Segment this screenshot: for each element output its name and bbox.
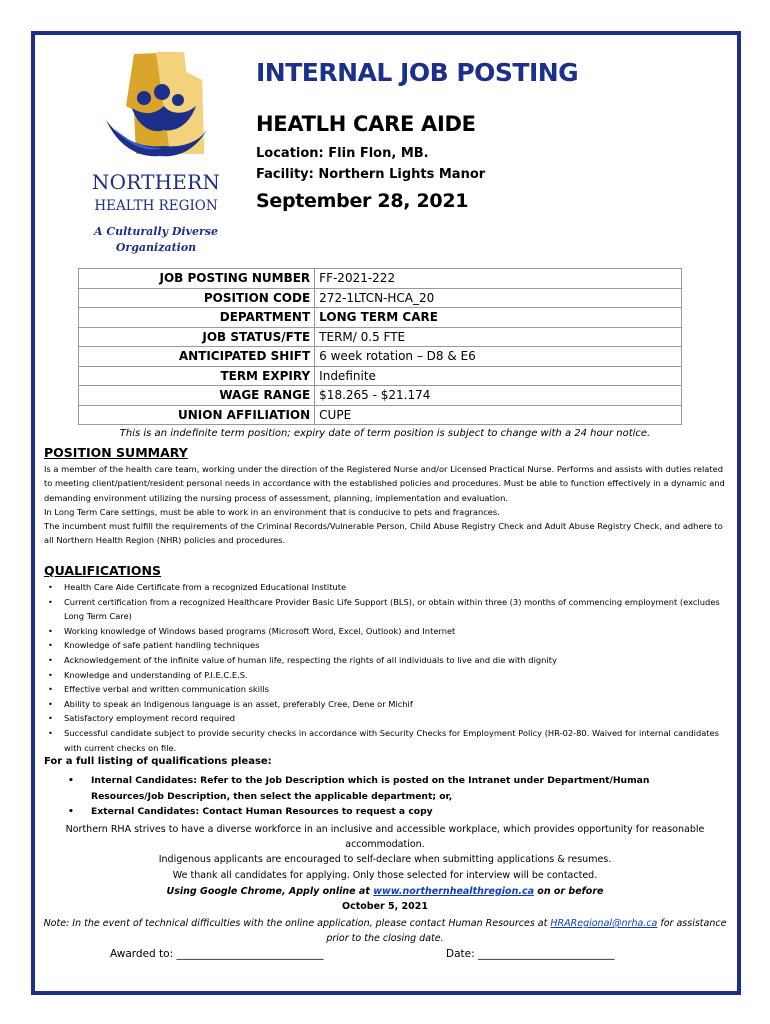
- info-row: [79, 327, 682, 347]
- hr-email-link[interactable]: HRARegional@nrha.ca: [550, 918, 658, 929]
- technical-note: [40, 916, 730, 946]
- qualification-text: Current certification from a recognized Healthcare Provider Basic Life Support (BLS), or obtain within three (3) months of commencing employment (excludes Long Term Care): [64, 596, 720, 622]
- qualification-item: [44, 580, 726, 595]
- thanks-statement: We thank all candidates for applying. Only those selected for interview will be contacted.: [172, 870, 598, 881]
- qualification-text: Satisfactory employment record required: [64, 713, 236, 724]
- northern-health-region-logo: [84, 50, 228, 256]
- info-label: JOB STATUS/FTE: [79, 327, 315, 347]
- facility: Facility: Northern Lights Manor: [256, 167, 486, 182]
- bullet-icon: •: [68, 806, 74, 817]
- info-label: UNION AFFILIATION: [79, 405, 315, 425]
- full-listing-list: [44, 773, 684, 820]
- info-label: TERM EXPIRY: [79, 366, 315, 386]
- bullet-icon: •: [48, 625, 53, 636]
- summary-paragraph: In Long Term Care settings, must be able to work in an environment that is conducive to pets and fragrances.: [44, 506, 500, 517]
- info-row: [79, 405, 682, 425]
- qualification-text: Acknowledgement of the infinite value of human life, respecting the rights of all individuals to live and die with dignity: [64, 654, 557, 665]
- apply-instructions: [40, 884, 730, 914]
- full-listing-item: [44, 773, 684, 804]
- qualification-item: [44, 638, 726, 653]
- info-value: LONG TERM CARE: [315, 308, 682, 328]
- apply-suffix: on or before: [534, 886, 604, 897]
- qualification-item: [44, 624, 726, 639]
- position-summary: [44, 462, 726, 548]
- date-line: Date: __________________________: [446, 948, 615, 960]
- qualification-text: Effective verbal and written communication skills: [64, 684, 269, 695]
- qualification-text: Knowledge of safe patient handling techniques: [64, 640, 260, 651]
- qualification-item: [44, 668, 726, 683]
- full-listing-text: Internal Candidates: Refer to the Job Description which is posted on the Intranet under Department/Human Resources/Job Description, then select the applicable department; or,: [91, 775, 650, 802]
- tagline-line1: A Culturally Diverse: [94, 225, 218, 238]
- qualification-text: Health Care Aide Certificate from a recognized Educational Institute: [64, 582, 347, 592]
- bullet-icon: •: [48, 698, 53, 709]
- posting-date: September 28, 2021: [256, 190, 469, 212]
- info-row: [79, 386, 682, 406]
- bullet-icon: •: [48, 582, 53, 592]
- qualification-item: [44, 697, 726, 712]
- info-label: POSITION CODE: [79, 288, 315, 308]
- qualification-item: [44, 682, 726, 697]
- qualification-item: [44, 726, 726, 755]
- qualifications-heading: QUALIFICATIONS: [44, 563, 162, 578]
- qualification-item: [44, 595, 726, 624]
- indigenous-statement: Indigenous applicants are encouraged to self-declare when submitting applications & resumes.: [158, 854, 612, 865]
- bullet-icon: •: [48, 713, 53, 724]
- qualifications-list: [44, 580, 726, 755]
- info-label: WAGE RANGE: [79, 386, 315, 406]
- info-label: JOB POSTING NUMBER: [79, 269, 315, 289]
- apply-link[interactable]: www.northernhealthregion.ca: [373, 886, 534, 897]
- qualification-item: [44, 711, 726, 726]
- page-title: INTERNAL JOB POSTING: [256, 58, 579, 87]
- bullet-icon: •: [48, 596, 53, 607]
- bullet-icon: •: [48, 684, 53, 695]
- diversity-statement: Northern RHA strives to have a diverse workforce in an inclusive and accessible workplace, which provides opportunity for reasonable accommodation.: [65, 824, 705, 850]
- qualification-text: Ability to speak an Indigenous language is an asset, preferably Cree, Dene or Michif: [64, 698, 413, 709]
- full-listing-text: External Candidates: Contact Human Resources to request a copy: [91, 806, 433, 817]
- qualification-text: Successful candidate subject to provide security checks in accordance with Security Checks for Employment Policy (HR-02-80. Waived for internal candidates with current checks on file.: [64, 727, 719, 753]
- info-label: DEPARTMENT: [79, 308, 315, 328]
- qualification-text: Working knowledge of Windows based programs (Microsoft Word, Excel, Outlook) and Internet: [64, 625, 456, 636]
- info-value: Indefinite: [315, 366, 682, 386]
- apply-prefix: Using Google Chrome, Apply online at: [166, 886, 374, 897]
- location: Location: Flin Flon, MB.: [256, 146, 429, 161]
- qualification-text: Knowledge and understanding of P.I.E.C.E.S.: [64, 669, 248, 680]
- bullet-icon: •: [48, 669, 53, 680]
- tagline-line2: Organization: [115, 241, 197, 254]
- awarded-to-line: Awarded to: ____________________________: [110, 948, 324, 960]
- info-row: [79, 269, 682, 289]
- bullet-icon: •: [48, 727, 53, 738]
- info-value: FF-2021-222: [315, 269, 682, 289]
- info-value: CUPE: [315, 405, 682, 425]
- info-row: [79, 308, 682, 328]
- org-tagline: [84, 224, 228, 256]
- info-row: [79, 288, 682, 308]
- closing-deadline: October 5, 2021: [342, 901, 428, 912]
- note-prefix: Note: In the event of technical difficulties with the online application, please contact Human Resources at: [43, 918, 551, 929]
- manitoba-emblem-icon: [104, 50, 208, 168]
- bullet-icon: •: [48, 640, 53, 651]
- summary-paragraph: Is a member of the health care team, working under the direction of the Registered Nurse and/or Licensed Practical Nurse. Performs and assists with duties related to meeting client/patient/resident personal needs in accordance with the established policies and procedures. Must be able to function effectively in a dynamic and demanding environment utilizing the nursing process of assessment, planning, implementation and evaluation.: [44, 464, 725, 503]
- job-title: HEATLH CARE AIDE: [256, 112, 476, 136]
- qualification-item: [44, 653, 726, 668]
- job-info-table: [78, 268, 682, 425]
- term-note: This is an indefinite term position; expiry date of term position is subject to change with a 24 hour notice.: [119, 428, 651, 439]
- info-value: 6 week rotation – D8 & E6: [315, 347, 682, 367]
- info-value: TERM/ 0.5 FTE: [315, 327, 682, 347]
- bullet-icon: •: [48, 654, 53, 665]
- info-value: 272-1LTCN-HCA_20: [315, 288, 682, 308]
- info-row: [79, 366, 682, 386]
- info-value: $18.265 - $21.174: [315, 386, 682, 406]
- bullet-icon: •: [68, 775, 74, 786]
- org-name-line1: NORTHERN: [91, 170, 221, 194]
- org-name-line2: HEALTH REGION: [94, 198, 218, 214]
- note-suffix: for assistance prior to the closing date.: [326, 918, 727, 944]
- full-listing-heading: For a full listing of qualifications please:: [44, 756, 272, 767]
- full-listing-item: [44, 804, 684, 820]
- info-label: ANTICIPATED SHIFT: [79, 347, 315, 367]
- summary-paragraph: The incumbent must fulfill the requirements of the Criminal Records/Vulnerable Person, Child Abuse Registry Check and Adult Abuse Registry Check, and adhere to all Northern Health Region (NHR) policies and procedures.: [44, 521, 723, 546]
- info-row: [79, 347, 682, 367]
- position-summary-heading: POSITION SUMMARY: [44, 445, 188, 460]
